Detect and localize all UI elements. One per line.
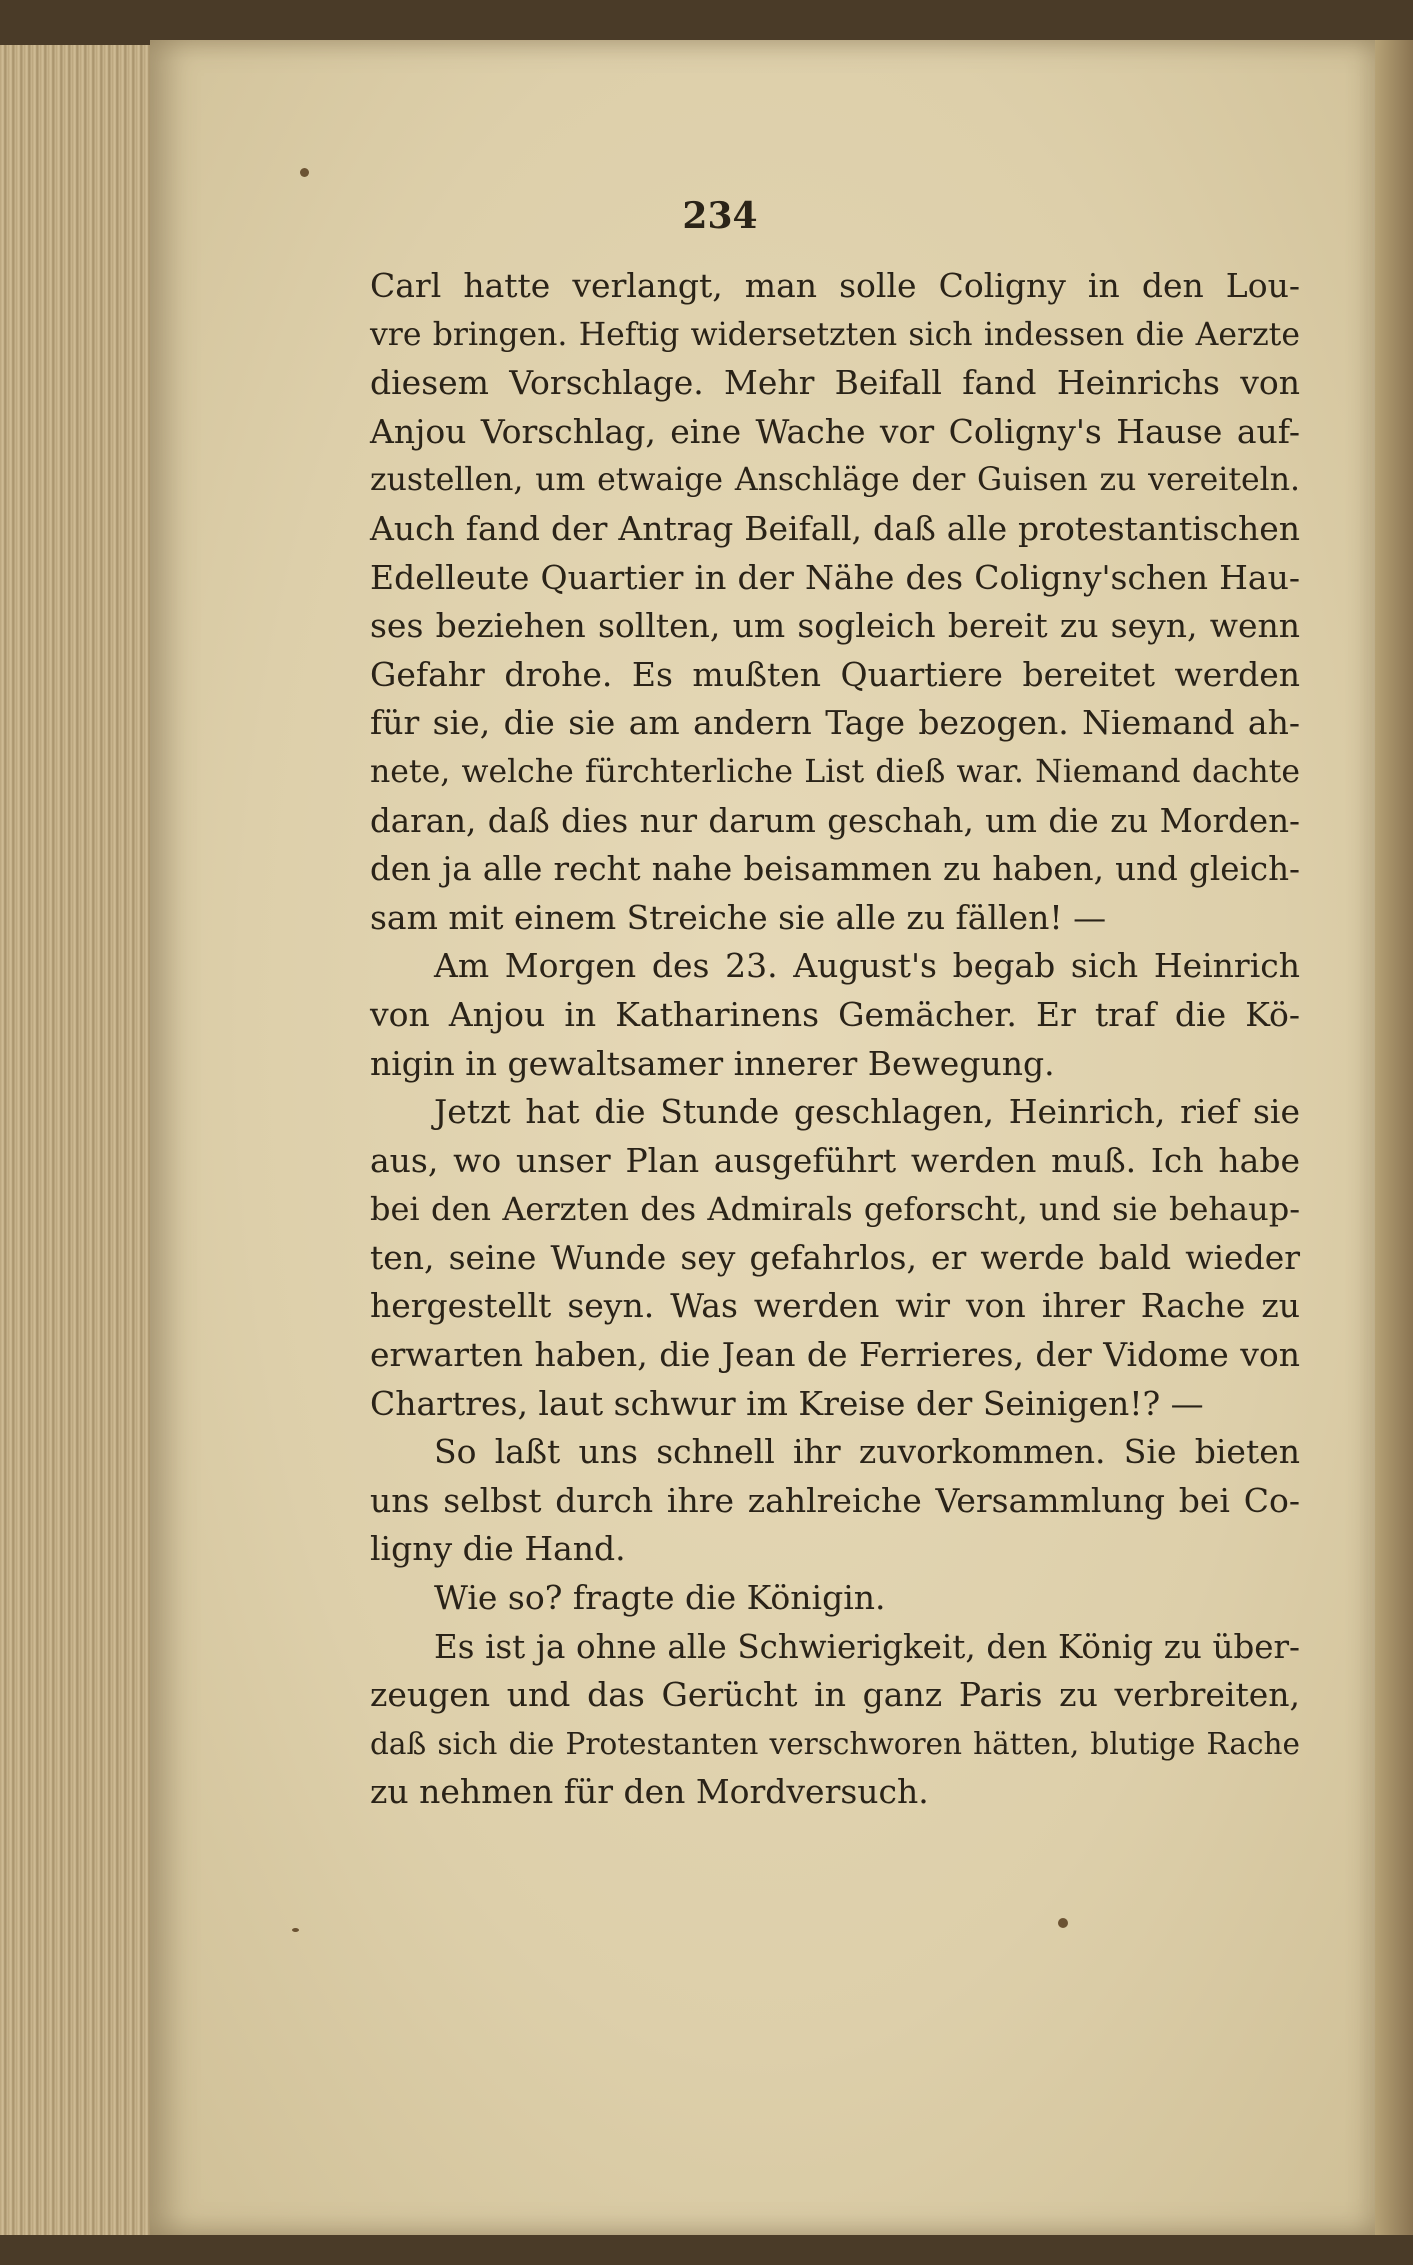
text-line: vre bringen. Heftig widersetzten sich indessen die Aerzte [370, 316, 1300, 353]
text-line: Edelleute Quartier in der Nähe des Coligny'schen Hau- [370, 557, 1300, 597]
body-text [370, 262, 1300, 1817]
text-line: zeugen und das Gerücht in ganz Paris zu verbreiten, [370, 1675, 1300, 1715]
text-line: Am Morgen des 23. August's begab sich Heinrich [434, 946, 1300, 986]
text-line: Auch fand der Antrag Beifall, daß alle protestantischen [370, 508, 1300, 548]
text-line: uns selbst durch ihre zahlreiche Versammlung bei Co- [370, 1480, 1300, 1520]
paper-speck [300, 168, 309, 177]
text-line: nigin in gewaltsamer innerer Bewegung. [370, 1043, 1055, 1083]
text-line: Jetzt hat die Stunde geschlagen, Heinrich, rief sie [434, 1092, 1300, 1132]
text-line: Carl hatte verlangt, man solle Coligny in den Lou- [370, 266, 1300, 305]
text-line: für sie, die sie am andern Tage bezogen. Niemand ah- [370, 703, 1300, 743]
book-page-edges [0, 45, 152, 2235]
text-line: Es ist ja ohne alle Schwierigkeit, den König zu über- [434, 1627, 1300, 1666]
page-number: 234 [682, 195, 758, 237]
text-line: sam mit einem Streiche sie alle zu fällen! — [370, 897, 1107, 937]
text-line: bei den Aerzten des Admirals geforscht, und sie behaup- [370, 1190, 1300, 1229]
book-right-edge [1375, 40, 1413, 2235]
text-line: hergestellt seyn. Was werden wir von ihrer Rache zu [370, 1286, 1300, 1326]
text-line: aus, wo unser Plan ausgeführt werden muß. Ich habe [370, 1140, 1300, 1180]
text-line: diesem Vorschlage. Mehr Beifall fand Heinrichs von [370, 363, 1300, 403]
text-line: daran, daß dies nur darum geschah, um die zu Morden- [370, 801, 1300, 840]
paper-speck [1058, 1918, 1068, 1928]
text-line: daß sich die Protestanten verschworen hätten, blutige Rache [370, 1726, 1300, 1761]
text-line: ses beziehen sollten, um sogleich bereit zu seyn, wenn [370, 606, 1300, 646]
text-line: Wie so? fragte die Königin. [434, 1578, 886, 1618]
text-line: Chartres, laut schwur im Kreise der Seinigen!? — [370, 1383, 1204, 1423]
text-line: zustellen, um etwaige Anschläge der Guisen zu vereiteln. [370, 462, 1300, 499]
text-line: So laßt uns schnell ihr zuvorkommen. Sie bieten [434, 1432, 1300, 1472]
text-line: den ja alle recht nahe beisammen zu haben, und gleich- [370, 850, 1300, 889]
text-line: Anjou Vorschlag, eine Wache vor Coligny's Hause auf- [370, 411, 1300, 451]
text-line: nete, welche fürchterliche List dieß war. Niemand dachte [370, 753, 1300, 790]
text-line: von Anjou in Katharinens Gemächer. Er traf die Kö- [370, 994, 1300, 1034]
text-line: ligny die Hand. [370, 1529, 626, 1569]
text-line: zu nehmen für den Mordversuch. [370, 1772, 929, 1812]
text-line: Gefahr drohe. Es mußten Quartiere bereitet werden [370, 654, 1300, 694]
text-line: erwarten haben, die Jean de Ferrieres, der Vidome von [370, 1335, 1300, 1375]
paper-speck [292, 1928, 299, 1932]
text-line: ten, seine Wunde sey gefahrlos, er werde bald wieder [370, 1237, 1300, 1277]
